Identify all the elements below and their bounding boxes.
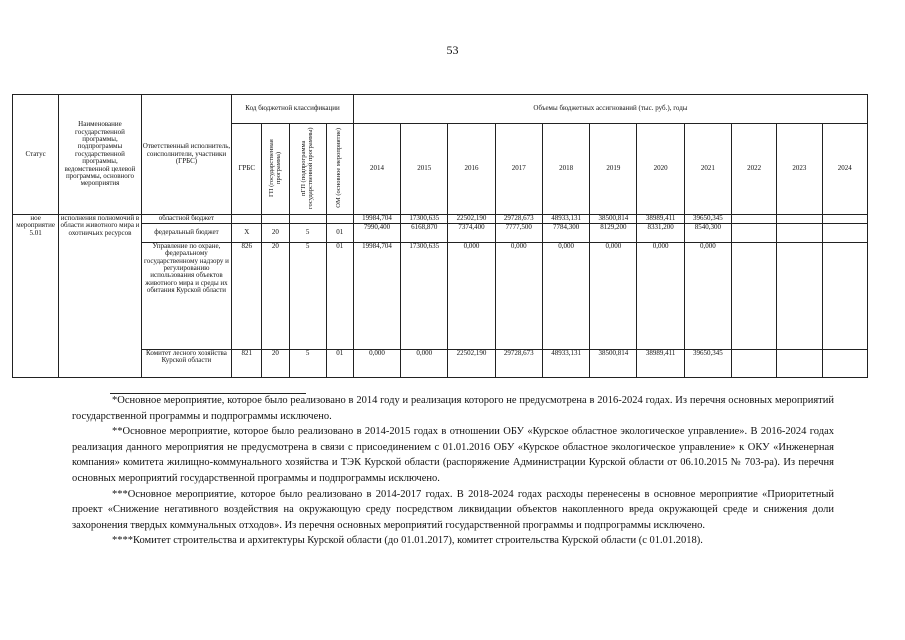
pgp-cell: 5 bbox=[289, 224, 326, 243]
grbs-cell: Х bbox=[232, 224, 262, 243]
footnotes bbox=[72, 393, 834, 549]
executor-cell: областной бюджет bbox=[141, 215, 232, 224]
value-cell: 0,000 bbox=[590, 243, 637, 350]
gp-cell: 20 bbox=[262, 350, 289, 378]
table-row bbox=[13, 224, 868, 243]
footnote: *Основное мероприятие, которое было реализовано в 2014 году и реализация которого не предусмотрена в 2016-2024 годах. Из перечня основных мероприятий государственной программы и подпрограммы исключено. bbox=[72, 395, 834, 422]
value-cell: 22502,190 bbox=[448, 350, 495, 378]
value-cell bbox=[777, 243, 822, 350]
footnote: **Основное мероприятие, которое было реализовано в 2014-2015 годах в отношении ОБУ «Курское областное экологическое управление». В 2016-2024 годах реализация данного мероприятия не предусмотрена в связи с присоединением с 01.01.2016 ОБУ «Курское областное экологическое управление» к ОКУ «Инженерная компания» комитета жилищно-коммунального хозяйства и ТЭК Курской области (распоряжение Администрации Курской области от 06.10.2015 № 703-ра). Из перечня основных мероприятий государственной программы и подпрограммы исключено. bbox=[72, 426, 834, 484]
header-om: ОМ (основное мероприятие) bbox=[335, 127, 343, 208]
page-number: 53 bbox=[446, 43, 459, 57]
header-year: 2018 bbox=[542, 124, 589, 215]
pgp-cell: 5 bbox=[289, 350, 326, 378]
value-cell: 39650,345 bbox=[684, 215, 731, 224]
value-cell: 22502,190 bbox=[448, 215, 495, 224]
executor-cell: Управление по охране, федеральному государственному надзору и регулированию использования объектов животного мира и среды их обитания Курской области bbox=[141, 243, 232, 350]
value-cell: 7784,300 bbox=[542, 224, 589, 243]
value-cell: 0,000 bbox=[684, 243, 731, 350]
value-cell: 0,000 bbox=[353, 350, 400, 378]
value-cell: 38500,814 bbox=[590, 350, 637, 378]
footnote: ***Основное мероприятие, которое было реализовано в 2014-2017 годах. В 2018-2024 годах расходы перенесены в основное мероприятие «Приоритетный проект «Снижение негативного воздействия на окружающую среду посредством ликвидации объектов накопленного вреда окружающей среде и снижения доли захоронения твердых коммунальных отходов». Из перечня основных мероприятий государственной программы и подпрограммы исключено. bbox=[72, 488, 834, 531]
header-year: 2020 bbox=[637, 124, 684, 215]
value-cell: 7374,400 bbox=[448, 224, 495, 243]
value-cell: 38500,814 bbox=[590, 215, 637, 224]
value-cell: 19984,704 bbox=[353, 215, 400, 224]
value-cell: 0,000 bbox=[448, 243, 495, 350]
gp-cell: 20 bbox=[262, 224, 289, 243]
value-cell: 38989,411 bbox=[637, 350, 684, 378]
value-cell: 48933,131 bbox=[542, 215, 589, 224]
om-cell: 01 bbox=[326, 243, 353, 350]
header-program-name: Наименование государственной программы, подпрограммы государственной программы, ведомственной целевой программы, основного мероприятия bbox=[59, 95, 141, 215]
om-cell bbox=[326, 215, 353, 224]
value-cell: 0,000 bbox=[542, 243, 589, 350]
header-budget-code-group: Код бюджетной классификации bbox=[232, 95, 354, 124]
header-year: 2017 bbox=[495, 124, 542, 215]
header-row-1 bbox=[13, 95, 868, 124]
grbs-cell: 821 bbox=[232, 350, 262, 378]
value-cell bbox=[732, 215, 777, 224]
header-om-cell bbox=[326, 124, 353, 215]
value-cell: 8129,200 bbox=[590, 224, 637, 243]
value-cell: 17300,635 bbox=[401, 215, 448, 224]
pgp-cell: 5 bbox=[289, 243, 326, 350]
value-cell bbox=[822, 350, 868, 378]
program-name-cell: исполнения полномочий в области животного мира и охотничьих ресурсов bbox=[59, 215, 141, 378]
value-cell bbox=[732, 243, 777, 350]
executor-cell: Комитет лесного хозяйства Курской области bbox=[141, 350, 232, 378]
value-cell bbox=[822, 243, 868, 350]
table-row bbox=[13, 243, 868, 350]
gp-cell: 20 bbox=[262, 243, 289, 350]
header-year: 2014 bbox=[353, 124, 400, 215]
header-executor: Ответственный исполнитель, соисполнители, участники (ГРБС) bbox=[141, 95, 232, 215]
header-gp-cell bbox=[262, 124, 289, 215]
value-cell: 7777,500 bbox=[495, 224, 542, 243]
header-year: 2021 bbox=[684, 124, 731, 215]
value-cell: 39650,345 bbox=[684, 350, 731, 378]
value-cell: 19984,704 bbox=[353, 243, 400, 350]
header-volumes-group: Объемы бюджетных ассигнований (тыс. руб.), годы bbox=[353, 95, 867, 124]
value-cell: 6168,870 bbox=[401, 224, 448, 243]
header-year: 2022 bbox=[732, 124, 777, 215]
executor-cell: федеральный бюджет bbox=[141, 224, 232, 243]
header-year: 2023 bbox=[777, 124, 822, 215]
value-cell: 0,000 bbox=[401, 350, 448, 378]
value-cell bbox=[777, 350, 822, 378]
budget-table bbox=[12, 94, 868, 378]
header-grbs: ГРБС bbox=[232, 124, 262, 215]
value-cell: 29728,673 bbox=[495, 350, 542, 378]
value-cell: 38989,411 bbox=[637, 215, 684, 224]
gp-cell bbox=[262, 215, 289, 224]
status-cell: ное мероприятие 5.01 bbox=[13, 215, 59, 378]
value-cell bbox=[732, 224, 777, 243]
grbs-cell bbox=[232, 215, 262, 224]
grbs-cell: 826 bbox=[232, 243, 262, 350]
value-cell: 29728,673 bbox=[495, 215, 542, 224]
header-pgp-cell bbox=[289, 124, 326, 215]
value-cell: 17300,635 bbox=[401, 243, 448, 350]
header-pgp: пГП (подпрограмма государственной программы) bbox=[299, 127, 314, 209]
header-year: 2015 bbox=[401, 124, 448, 215]
pgp-cell bbox=[289, 215, 326, 224]
value-cell: 0,000 bbox=[495, 243, 542, 350]
om-cell: 01 bbox=[326, 350, 353, 378]
header-year: 2016 bbox=[448, 124, 495, 215]
value-cell: 8331,200 bbox=[637, 224, 684, 243]
header-year: 2019 bbox=[590, 124, 637, 215]
header-status: Статус bbox=[13, 95, 59, 215]
value-cell bbox=[732, 350, 777, 378]
value-cell: 8540,300 bbox=[684, 224, 731, 243]
om-cell: 01 bbox=[326, 224, 353, 243]
value-cell bbox=[822, 215, 868, 224]
value-cell bbox=[822, 224, 868, 243]
value-cell: 48933,131 bbox=[542, 350, 589, 378]
value-cell bbox=[777, 215, 822, 224]
footnote: ****Комитет строительства и архитектуры Курской области (до 01.01.2017), комитет строительства Курской области (с 01.01.2018). bbox=[112, 535, 703, 547]
header-year: 2024 bbox=[822, 124, 868, 215]
table-row bbox=[13, 350, 868, 378]
table-row bbox=[13, 215, 868, 224]
value-cell: 7990,400 bbox=[353, 224, 400, 243]
value-cell bbox=[777, 224, 822, 243]
value-cell: 0,000 bbox=[637, 243, 684, 350]
header-gp: ГП (государственная программа) bbox=[267, 138, 282, 197]
